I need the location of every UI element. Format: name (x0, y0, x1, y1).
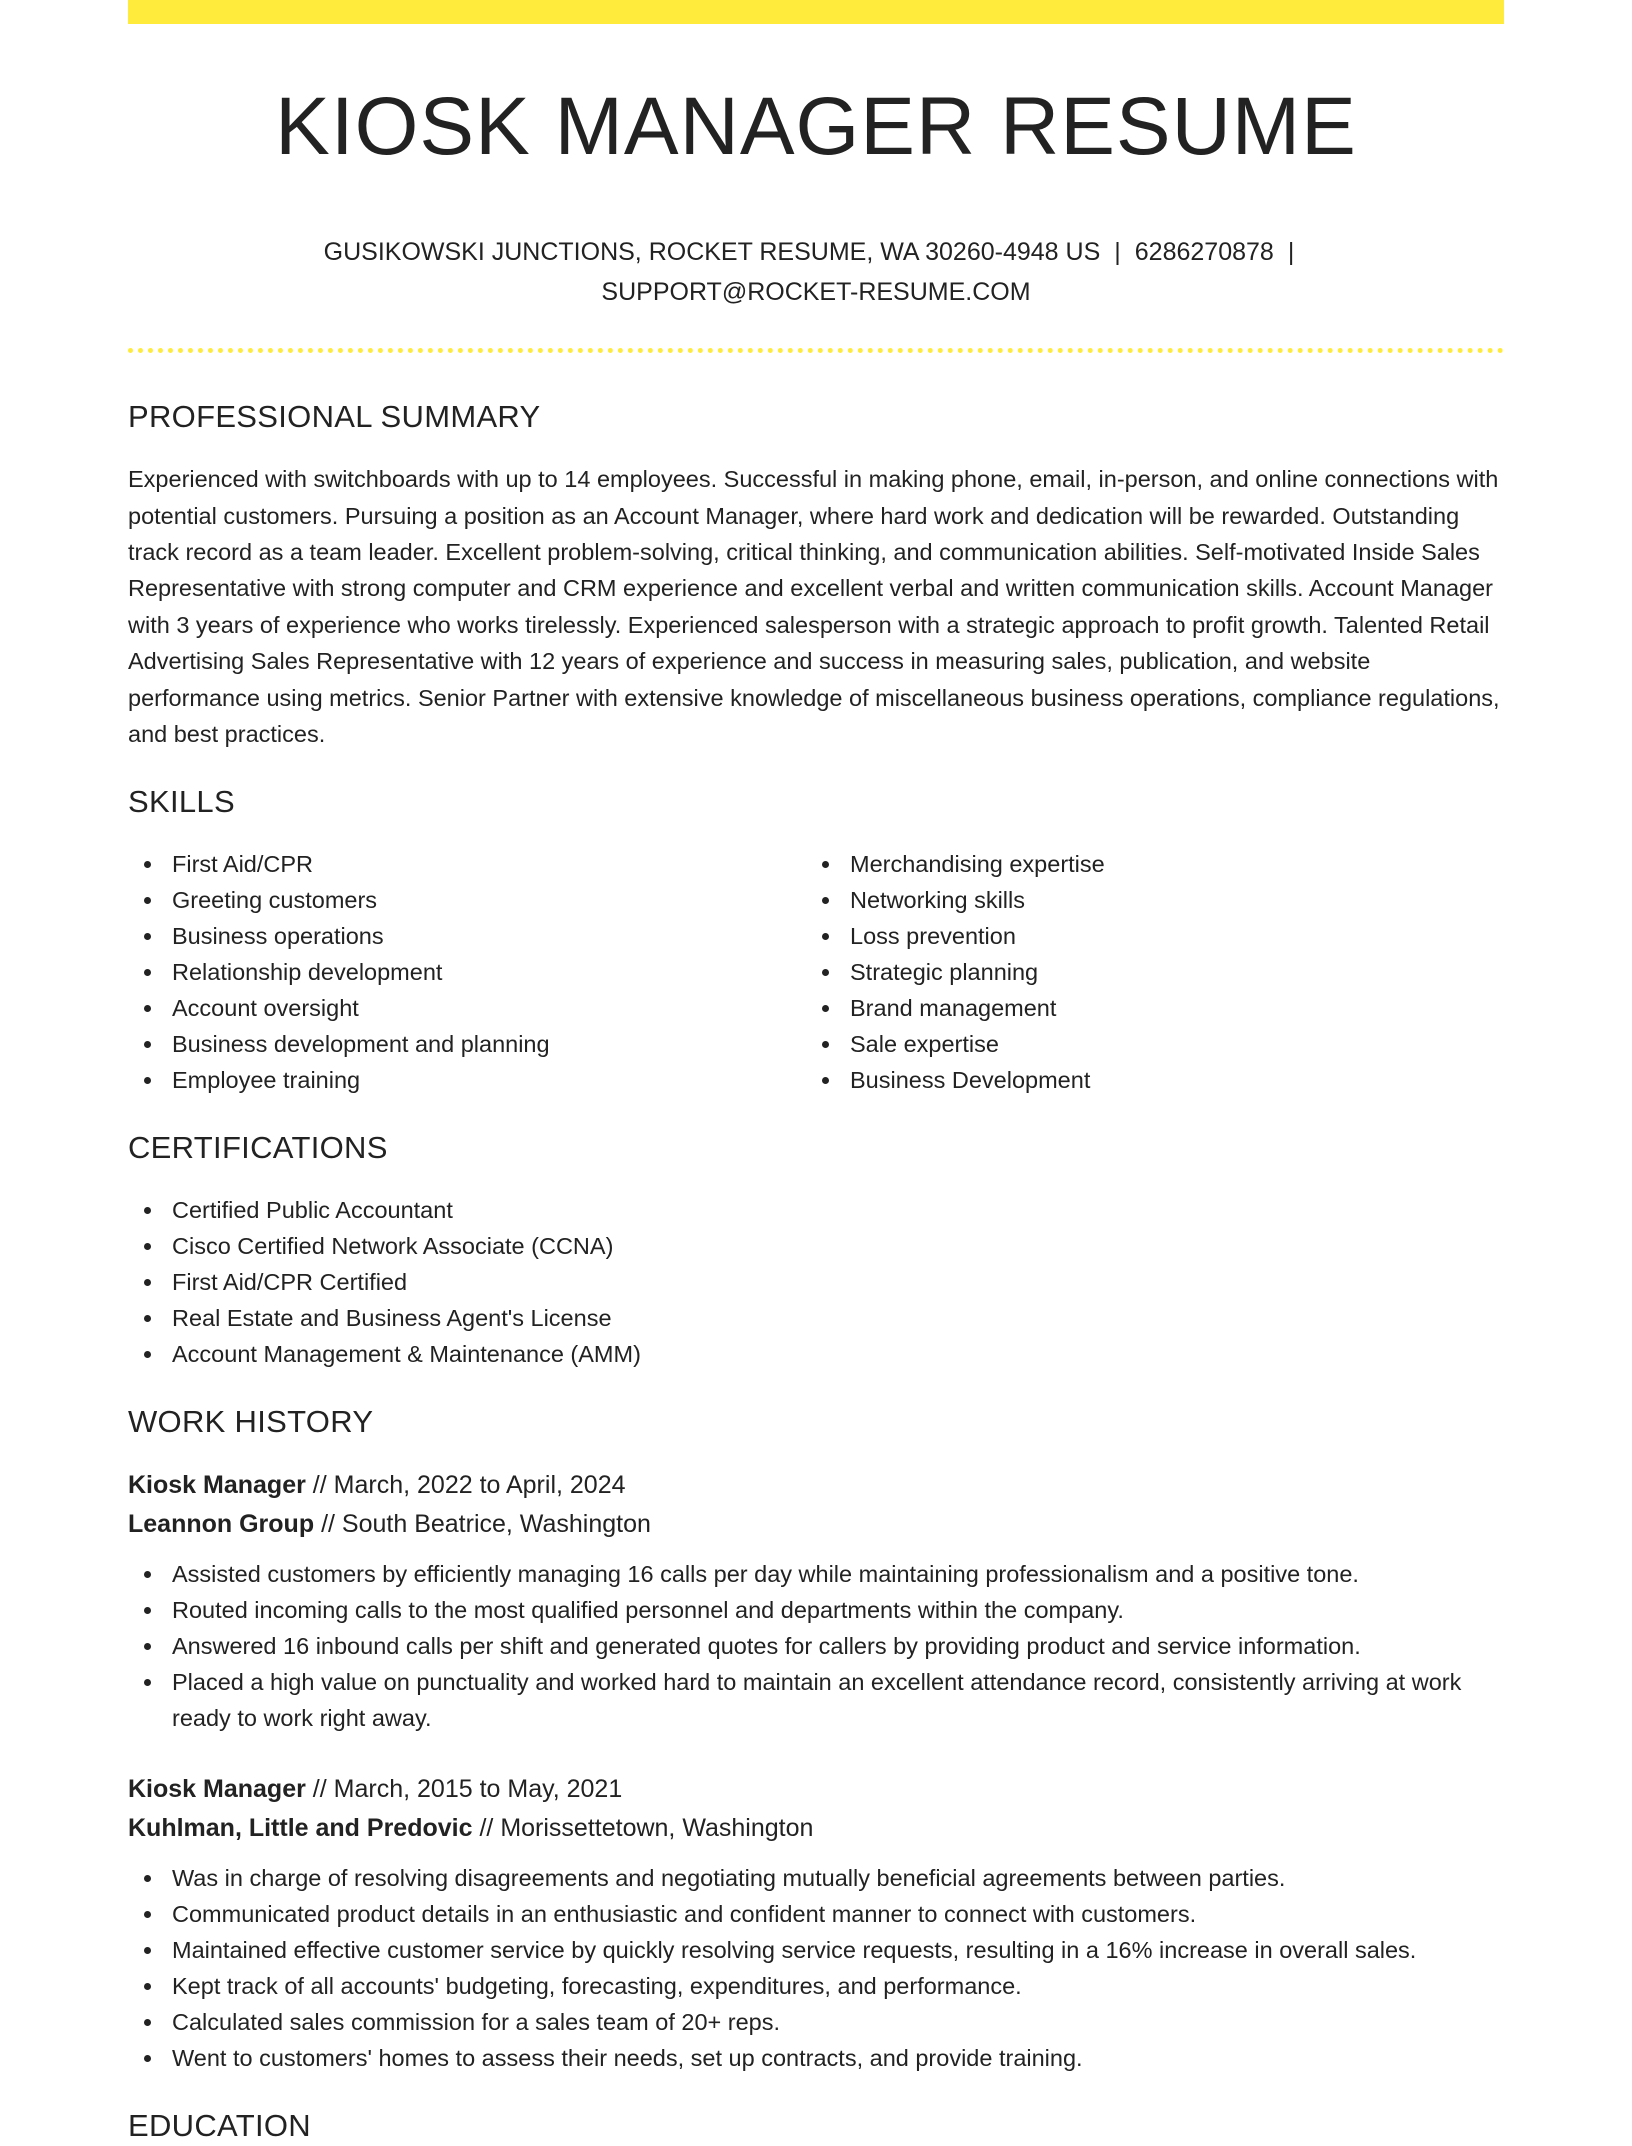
job-entry (128, 1770, 1504, 2076)
accent-top-bar (128, 0, 1504, 24)
job-bullet: Assisted customers by efficiently managing 16 calls per day while maintaining professionalism and a positive tone. (128, 1556, 1504, 1592)
job-title: Kiosk Manager (128, 1775, 306, 1804)
job-dates: March, 2015 to May, 2021 (333, 1775, 623, 1804)
skill-item: Sale expertise (806, 1026, 1484, 1062)
skills-list-left (128, 846, 806, 1098)
job-bullet: Placed a high value on punctuality and worked hard to maintain an excellent attendance record, consistently arriving at work ready to work right away. (128, 1664, 1504, 1736)
skill-item: Account oversight (128, 990, 806, 1026)
skill-item: Strategic planning (806, 954, 1484, 990)
job-separator: // (312, 1775, 327, 1804)
contact-email: SUPPORT@ROCKET-RESUME.COM (601, 278, 1031, 307)
job-bullet: Was in charge of resolving disagreements and negotiating mutually beneficial agreements between parties. (128, 1860, 1504, 1896)
job-company: Kuhlman, Little and Predovic (128, 1814, 473, 1843)
job-bullet: Kept track of all accounts' budgeting, forecasting, expenditures, and performance. (128, 1968, 1504, 2004)
contact-address: GUSIKOWSKI JUNCTIONS, ROCKET RESUME, WA 30260-4948 US (323, 238, 1101, 267)
job-bullet: Went to customers' homes to assess their needs, set up contracts, and provide training. (128, 2040, 1504, 2076)
job-separator: // (321, 1510, 335, 1539)
skills-heading: SKILLS (128, 784, 235, 820)
summary-heading: PROFESSIONAL SUMMARY (128, 399, 541, 435)
skill-item: Brand management (806, 990, 1484, 1026)
job-dates: March, 2022 to April, 2024 (333, 1471, 626, 1500)
job-bullets (128, 1556, 1504, 1736)
work-history-heading: WORK HISTORY (128, 1404, 374, 1440)
job-bullet: Maintained effective customer service by quickly resolving service requests, resulting in a 16% increase in overall sales. (128, 1932, 1504, 1968)
education-heading: EDUCATION (128, 2108, 311, 2144)
certification-item: Account Management & Maintenance (AMM) (128, 1336, 1504, 1372)
job-title-line (128, 1770, 1504, 1809)
job-entry (128, 1466, 1504, 1736)
skill-item: Business Development (806, 1062, 1484, 1098)
job-bullets (128, 1860, 1504, 2076)
skill-item: Relationship development (128, 954, 806, 990)
certification-item: Certified Public Accountant (128, 1192, 1504, 1228)
job-bullet: Routed incoming calls to the most qualified personnel and departments within the company. (128, 1592, 1504, 1628)
skill-item: Networking skills (806, 882, 1484, 918)
job-separator: // (312, 1471, 327, 1500)
resume-title: KIOSK MANAGER RESUME (275, 81, 1357, 172)
skill-item: Greeting customers (128, 882, 806, 918)
contact-info (128, 232, 1504, 312)
skill-item: Employee training (128, 1062, 806, 1098)
contact-separator: | (1287, 238, 1295, 267)
certification-item: First Aid/CPR Certified (128, 1264, 1504, 1300)
skill-item: First Aid/CPR (128, 846, 806, 882)
skill-item: Business operations (128, 918, 806, 954)
job-separator: // (479, 1814, 494, 1843)
job-location: Morissettetown, Washington (500, 1814, 814, 1843)
skill-item: Loss prevention (806, 918, 1484, 954)
job-title: Kiosk Manager (128, 1471, 306, 1500)
job-title-line (128, 1466, 1504, 1505)
contact-separator: | (1114, 238, 1121, 267)
resume-content (128, 24, 1504, 2146)
skill-item: Merchandising expertise (806, 846, 1484, 882)
job-company-line (128, 1809, 1504, 1848)
skills-list-right (806, 846, 1484, 1098)
job-bullet: Communicated product details in an enthusiastic and confident manner to connect with customers. (128, 1896, 1504, 1932)
job-bullet: Calculated sales commission for a sales team of 20+ reps. (128, 2004, 1504, 2040)
certifications-heading: CERTIFICATIONS (128, 1130, 388, 1166)
summary-text: Experienced with switchboards with up to 14 employees. Successful in making phone, email, in-person, and online connections with potential customers. Pursuing a position as an Account Manager, where hard work and dedication will be rewarded. Outstanding track record as a team leader. Excellent problem-solving, critical thinking, and communication abilities. Self-motivated Inside Sales Representative with strong computer and CRM experience and excellent verbal and written communication skills. Account Manager with 3 years of experience who works tirelessly. Experienced salesperson with a strategic approach to profit growth. Talented Retail Advertising Sales Representative with 12 years of experience and success in measuring sales, publication, and website performance using metrics. Senior Partner with extensive knowledge of miscellaneous business operations, compliance regulations, and best practices. (128, 466, 1500, 748)
certification-item: Cisco Certified Network Associate (CCNA) (128, 1228, 1504, 1264)
job-location: South Beatrice, Washington (341, 1510, 651, 1539)
contact-phone: 6286270878 (1134, 238, 1274, 267)
skills-columns (128, 846, 1504, 1098)
dotted-divider (128, 348, 1504, 353)
job-bullet: Answered 16 inbound calls per shift and generated quotes for callers by providing product and service information. (128, 1628, 1504, 1664)
job-company-line (128, 1505, 1504, 1544)
job-company: Leannon Group (128, 1510, 315, 1539)
certification-item: Real Estate and Business Agent's License (128, 1300, 1504, 1336)
skill-item: Business development and planning (128, 1026, 806, 1062)
certifications-list (128, 1192, 1504, 1372)
